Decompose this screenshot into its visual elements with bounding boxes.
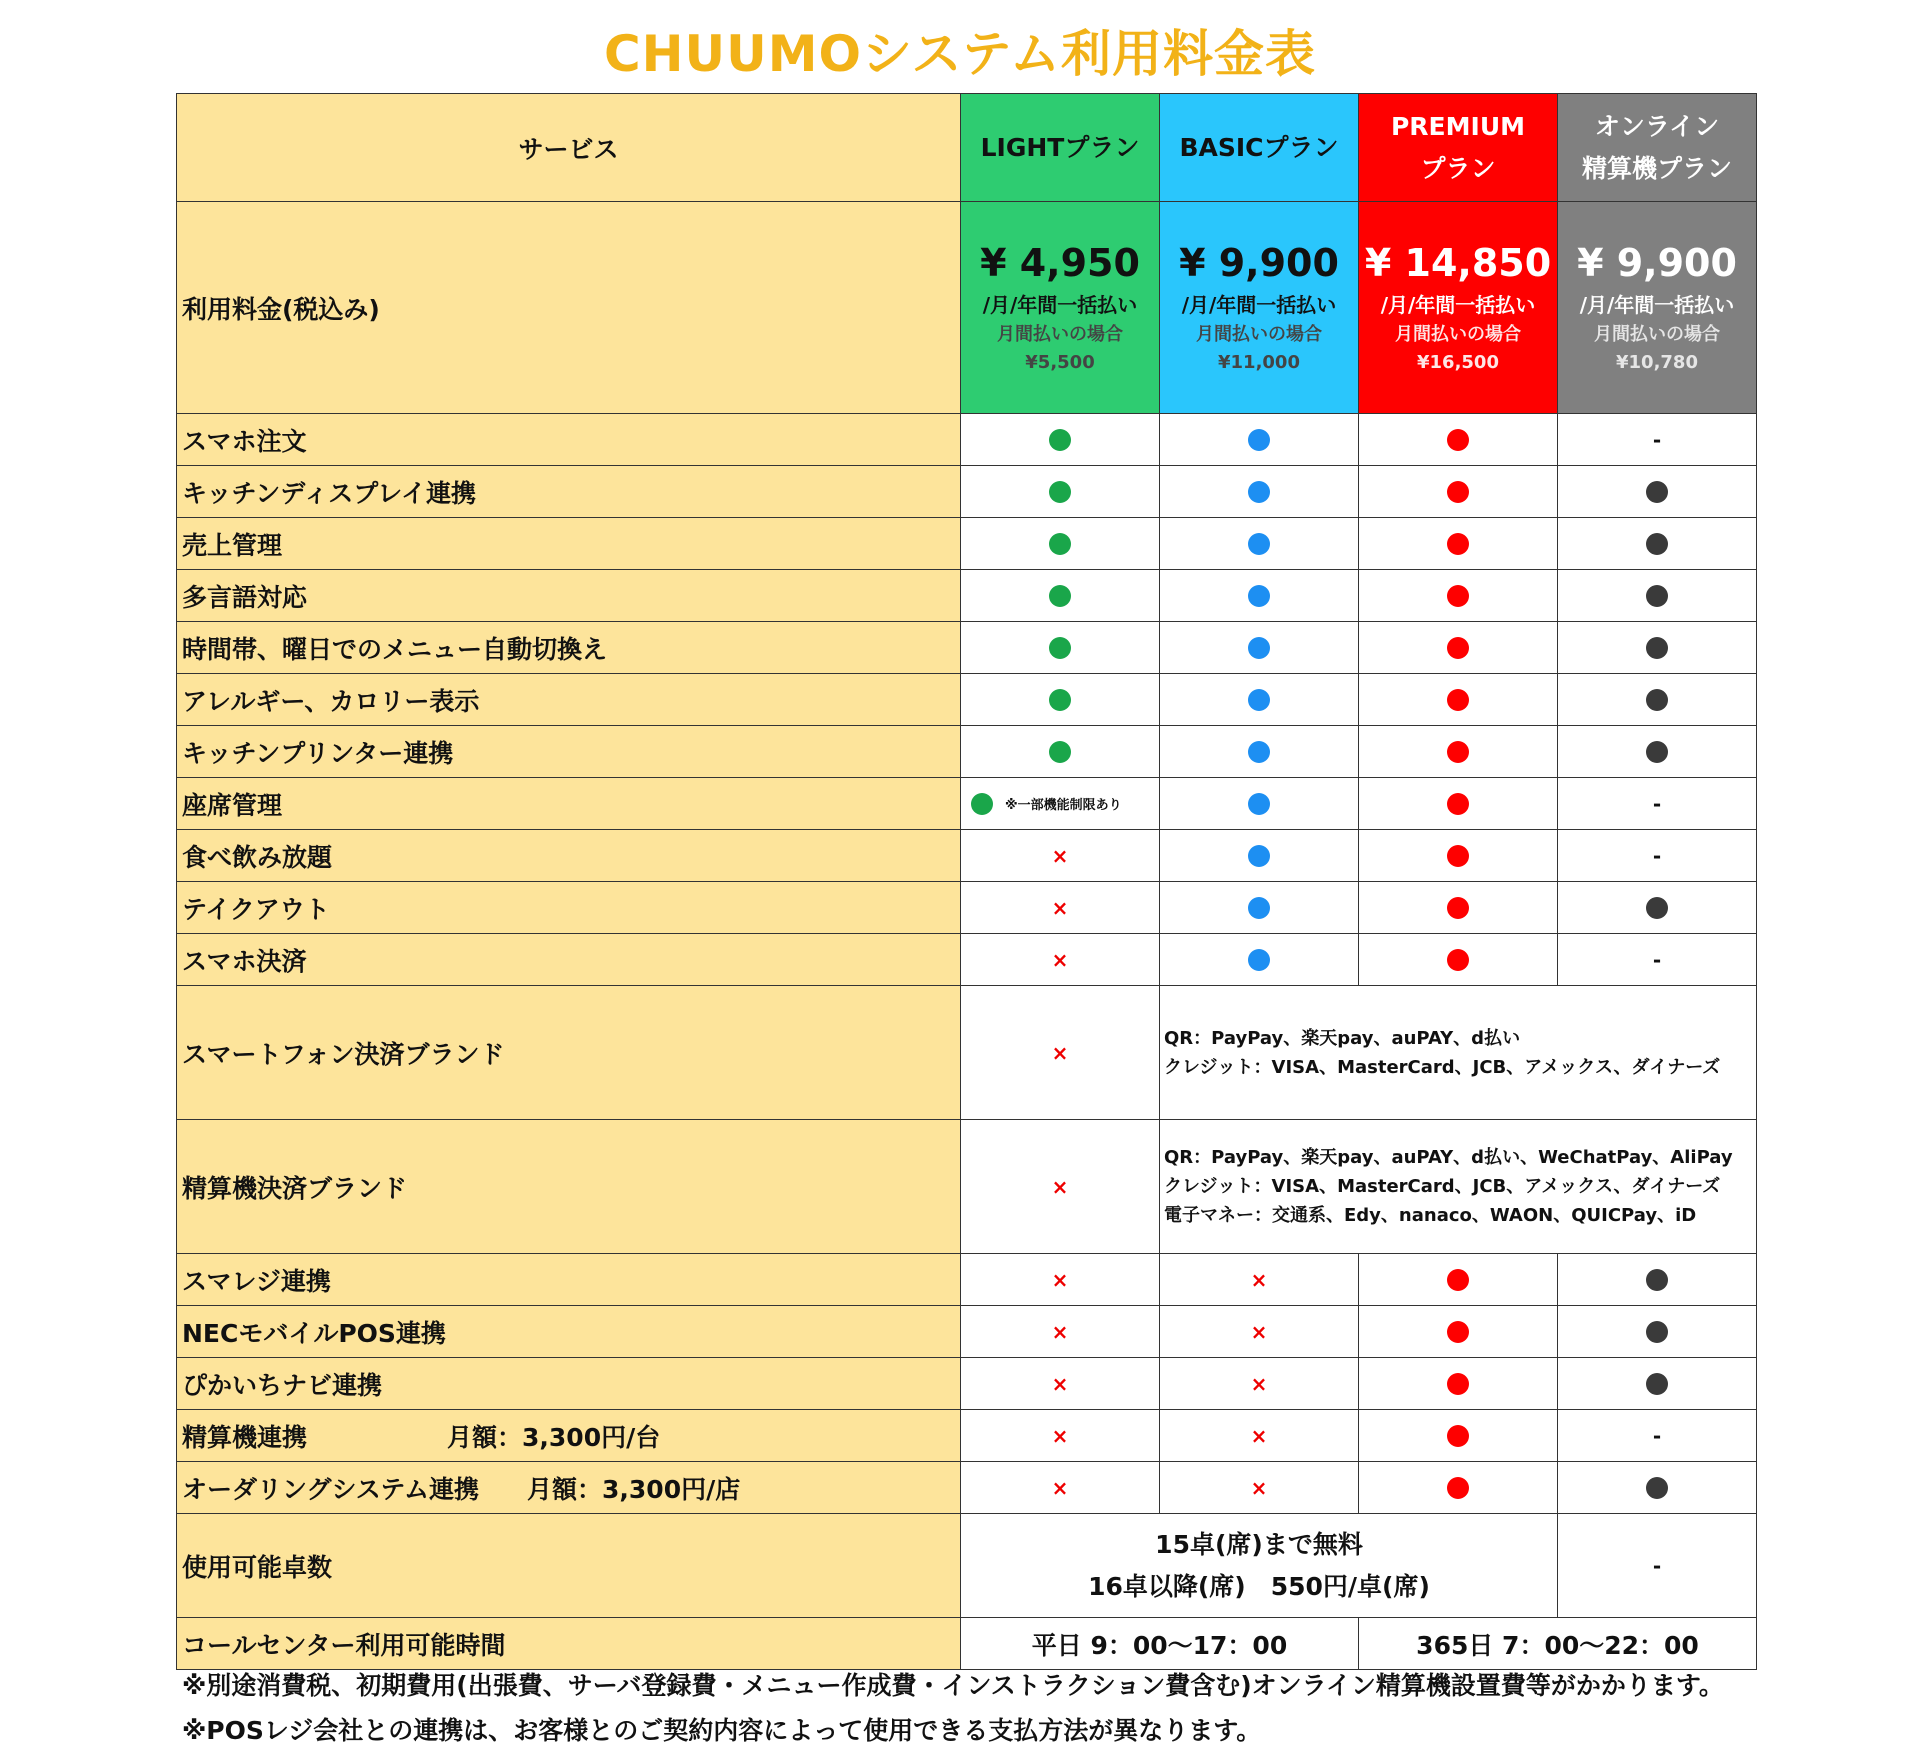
price-value: ¥ 4,950 [980,240,1140,285]
unavailable-cross-icon: × [1051,895,1069,920]
price-premium [1359,202,1558,414]
price-unit: /月/年間一括払い [982,292,1138,317]
available-dot-icon [1447,1373,1469,1395]
pricing-row [177,202,1757,414]
monthly-value: ¥10,780 [1616,351,1698,373]
table-row [177,414,1757,466]
feature-label: 売上管理 [177,518,961,570]
price-basic [1160,202,1359,414]
header-row [177,94,1757,202]
available-dot-icon [1447,793,1469,815]
monthly-label: 月間払いの場合 [1196,323,1322,345]
price-light [961,202,1160,414]
unavailable-cross-icon: × [1051,1475,1069,1500]
unavailable-cross-icon: × [1051,1319,1069,1344]
table-row [177,622,1757,674]
feature-label: 精算機決済ブランド [177,1120,961,1254]
available-dot-icon [1646,1373,1668,1395]
feature-label: 食べ飲み放題 [177,830,961,882]
feature-label: キッチンディスプレイ連携 [177,466,961,518]
table-row [177,1618,1757,1670]
monthly-label: 月間払いの場合 [1594,323,1720,345]
not-applicable-mark: - [1652,1553,1662,1578]
not-applicable-mark: - [1652,1423,1662,1448]
unavailable-cross-icon: × [1051,1174,1069,1199]
header-online-plan [1558,94,1757,202]
available-dot-icon [1447,429,1469,451]
available-dot-icon [1646,481,1668,503]
available-dot-icon [1447,845,1469,867]
header-basic-plan: BASICプラン [1160,94,1359,202]
tables-line: 16卓以降(席) 550円/卓(席) [1088,1571,1430,1601]
available-dot-icon [1646,897,1668,919]
available-dot-icon [1248,533,1270,555]
available-dot-icon [1248,637,1270,659]
available-dot-icon [1646,1269,1668,1291]
unavailable-cross-icon: × [1051,1267,1069,1292]
available-dot-icon [1646,1477,1668,1499]
price-value: ¥ 9,900 [1577,240,1737,285]
available-dot-icon [1248,845,1270,867]
brand-line: QR：PayPay、楽天pay、auPAY、d払い、WeChatPay、AliPay [1164,1147,1733,1168]
table-row [177,830,1757,882]
brand-line: クレジット：VISA、MasterCard、JCB、アメックス、ダイナーズ [1164,1056,1721,1078]
available-dot-icon [1248,585,1270,607]
available-dot-icon [1248,689,1270,711]
callcenter-basic: 平日 9：00～17：00 [961,1618,1359,1670]
unavailable-cross-icon: × [1051,947,1069,972]
available-dot-icon [1049,533,1071,555]
not-applicable-mark: - [1652,791,1662,816]
available-dot-icon [1447,637,1469,659]
available-dot-icon [1248,949,1270,971]
available-dot-icon [1447,897,1469,919]
table-row [177,1120,1757,1254]
feature-label: 座席管理 [177,778,961,830]
table-row [177,466,1757,518]
available-dot-icon [1248,741,1270,763]
feature-label-ordering-link [177,1462,961,1514]
available-dot-icon [1248,897,1270,919]
unavailable-cross-icon: × [1051,843,1069,868]
available-dot-icon [1447,689,1469,711]
tables-info [961,1514,1558,1618]
table-row [177,1514,1757,1618]
available-dot-icon [1049,637,1071,659]
online-line2: 精算機プラン [1581,153,1732,183]
available-dot-icon [1447,481,1469,503]
header-light-plan: LIGHTプラン [961,94,1160,202]
table-row [177,570,1757,622]
feature-name: オーダリングシステム連携 [182,1474,480,1504]
feature-label: スマホ注文 [177,414,961,466]
monthly-value: ¥16,500 [1417,351,1499,373]
feature-label: 時間帯、曜日でのメニュー自動切換え [177,622,961,674]
not-applicable-mark: - [1652,947,1662,972]
table-row [177,1462,1757,1514]
unavailable-cross-icon: × [1051,1423,1069,1448]
page-title: CHUUMOシステム利用料金表 [603,25,1316,83]
table-row [177,1358,1757,1410]
available-dot-icon [1646,637,1668,659]
price-unit: /月/年間一括払い [1181,292,1337,317]
available-dot-icon [1447,949,1469,971]
kiosk-brand-list [1160,1120,1757,1254]
premium-line1: PREMIUM [1390,111,1525,141]
table-row [177,778,1757,830]
table-row [177,882,1757,934]
unavailable-cross-icon: × [1250,1423,1268,1448]
available-dot-icon [1248,429,1270,451]
available-dot-icon [1646,689,1668,711]
table-row [177,1410,1757,1462]
feature-label: アレルギー、カロリー表示 [177,674,961,726]
table-row [177,518,1757,570]
price-unit: /月/年間一括払い [1579,292,1735,317]
feature-label: キッチンプリンター連携 [177,726,961,778]
available-dot-icon [1049,429,1071,451]
feature-label: ぴかいちナビ連携 [177,1358,961,1410]
feature-label: スマートフォン決済ブランド [177,986,961,1120]
feature-label: NECモバイルPOS連携 [177,1306,961,1358]
feature-fee: 月額：3,300円/台 [447,1422,661,1452]
not-applicable-mark: - [1652,427,1662,452]
feature-label-kiosk-link [177,1410,961,1462]
brand-line: 電子マネー：交通系、Edy、nanaco、WAON、QUICPay、iD [1164,1205,1697,1226]
unavailable-cross-icon: × [1250,1319,1268,1344]
pricing-table [176,93,1757,1670]
table-row [177,934,1757,986]
unavailable-cross-icon: × [1250,1371,1268,1396]
available-dot-icon [1049,741,1071,763]
table-row [177,726,1757,778]
available-dot-icon [1646,1321,1668,1343]
pricing-label: 利用料金(税込み) [177,202,961,414]
monthly-label: 月間払いの場合 [997,323,1123,345]
unavailable-cross-icon: × [1250,1267,1268,1292]
online-line1: オンライン [1594,111,1720,141]
available-dot-icon [1447,533,1469,555]
unavailable-cross-icon: × [1250,1475,1268,1500]
sp-brand-list [1160,986,1757,1120]
available-dot-icon [971,793,993,815]
table-row [177,1306,1757,1358]
table-row [177,986,1757,1120]
available-dot-icon [1447,1425,1469,1447]
available-dot-icon [1447,741,1469,763]
callcenter-premium: 365日 7：00～22：00 [1359,1618,1757,1670]
table-row [177,674,1757,726]
brand-line: QR：PayPay、楽天pay、auPAY、d払い [1164,1027,1521,1049]
feature-label: 多言語対応 [177,570,961,622]
feature-label: 使用可能卓数 [177,1514,961,1618]
monthly-value: ¥5,500 [1025,351,1095,373]
unavailable-cross-icon: × [1051,1371,1069,1396]
available-dot-icon [1447,585,1469,607]
limited-note: ※一部機能制限あり [1005,798,1122,813]
feature-label: スマレジ連携 [177,1254,961,1306]
brand-line: クレジット：VISA、MasterCard、JCB、アメックス、ダイナーズ [1164,1176,1721,1197]
not-applicable-mark: - [1652,843,1662,868]
price-value: ¥ 14,850 [1364,240,1552,285]
available-dot-icon [1248,793,1270,815]
available-dot-icon [1049,585,1071,607]
feature-label: コールセンター利用可能時間 [177,1618,961,1670]
available-dot-icon [1447,1477,1469,1499]
available-dot-icon [1248,481,1270,503]
feature-label: スマホ決済 [177,934,961,986]
tables-line: 15卓(席)まで無料 [1155,1529,1363,1559]
price-online [1558,202,1757,414]
premium-line2: プラン [1420,153,1496,183]
table-row [177,1254,1757,1306]
footnote-1: ※別途消費税、初期費用(出張費、サーバ登録費・メニュー作成費・インストラクション費含む)オンライン精算機設置費等がかかります。 [182,1671,1724,1700]
price-value: ¥ 9,900 [1179,240,1339,285]
feature-name: 精算機連携 [182,1422,308,1452]
header-service: サービス [177,94,961,202]
available-dot-icon [1646,533,1668,555]
footnote-2: ※POSレジ会社との連携は、お客様とのご契約内容によって使用できる支払方法が異なります。 [182,1716,1262,1745]
available-dot-icon [1049,481,1071,503]
header-premium-plan [1359,94,1558,202]
unavailable-cross-icon: × [1051,1040,1069,1065]
feature-fee: 月額：3,300円/店 [527,1474,741,1504]
available-dot-icon [1049,689,1071,711]
available-dot-icon [1646,585,1668,607]
available-dot-icon [1646,741,1668,763]
monthly-value: ¥11,000 [1218,351,1300,373]
price-unit: /月/年間一括払い [1380,292,1536,317]
available-dot-icon [1447,1321,1469,1343]
available-dot-icon [1447,1269,1469,1291]
feature-label: テイクアウト [177,882,961,934]
monthly-label: 月間払いの場合 [1395,323,1521,345]
